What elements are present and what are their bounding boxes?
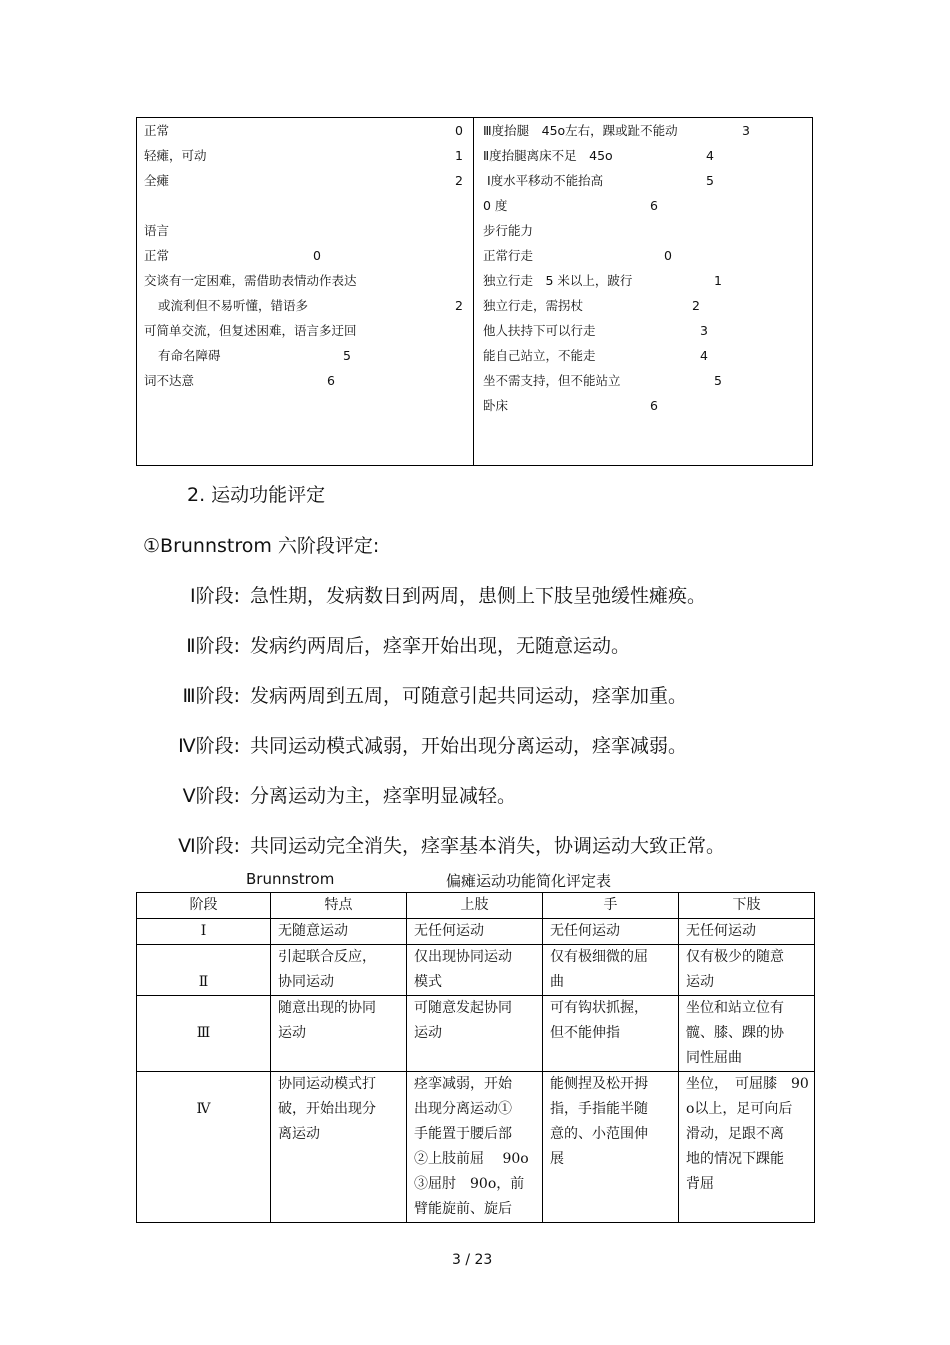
score-right-line-score: 6 [650,198,658,213]
sub-heading: ①Brunnstrom 六阶段评定: [143,535,380,557]
cell-stage: Ⅳ [137,1072,271,1223]
cell-feature-line: 无随意运动 [278,923,348,939]
stage-description: 分离运动为主，痉挛明显减轻。 [250,785,517,807]
score-table [136,117,813,466]
score-right-line-text: 能自己站立，不能走 [483,348,596,363]
score-left-line-text: 轻瘫，可动 [144,148,207,163]
stage-label: Ⅴ阶段: [182,785,240,807]
score-right-line-text: 0 度 [483,198,508,213]
cell-hand [543,919,679,945]
score-left-line-text: 语言 [144,223,170,238]
cell-lower-limb-line: 背屈 [686,1176,714,1192]
cell-feature [271,919,407,945]
cell-upper-limb-line: 运动 [414,1025,442,1041]
cell-lower-limb [679,1072,815,1223]
cell-lower-limb-line: 地的情况下踝能 [686,1151,784,1167]
header-upper-limb: 上肢 [407,893,543,919]
cell-feature [271,945,407,996]
page-number: 3 / 23 [452,1252,493,1268]
cell-lower-limb-line: o以上，足可向后 [686,1101,793,1117]
cell-upper-limb [407,945,543,996]
cell-hand [543,945,679,996]
header-hand: 手 [543,893,679,919]
cell-lower-limb-line: 运动 [686,974,714,990]
cell-upper-limb-line: 模式 [414,974,442,990]
score-left-line-text: 全瘫 [144,173,170,188]
score-right-line-score: 0 [664,248,672,263]
score-right-line-text: Ⅱ度抬腿离床不足 45o [483,148,613,163]
cell-lower-limb-line: 坐位， 可屈膝 90 [686,1076,809,1092]
score-right-line-score: 1 [714,273,722,288]
cell-upper-limb [407,919,543,945]
cell-upper-limb-line: 出现分离运动① [414,1101,512,1117]
section-heading: 2. 运动功能评定 [187,484,326,506]
score-left-line-text: 交谈有一定困难，需借助表情动作表达 [144,273,357,288]
cell-feature-line: 协同运动 [278,974,334,990]
cell-stage: Ⅰ [137,919,271,945]
brunnstrom-table [136,892,815,1223]
column-divider [473,118,474,465]
score-left-line-score: 0 [313,248,321,263]
cell-feature-line: 离运动 [278,1126,320,1142]
score-right-line-text: 卧床 [483,398,509,413]
cell-stage: Ⅱ [137,945,271,996]
cell-stage: Ⅲ [137,996,271,1072]
cell-upper-limb [407,1072,543,1223]
cell-lower-limb-line: 仅有极少的随意 [686,949,784,965]
score-left-line-text: 正常 [144,123,170,138]
score-left-line-score: 2 [455,298,463,313]
header-feature: 特点 [271,893,407,919]
table-caption-left: Brunnstrom [246,870,335,888]
score-right-line-text: Ⅰ度水平移动不能抬高 [487,173,604,188]
cell-upper-limb-line: 可随意发起协同 [414,1000,512,1016]
score-right-line-text: 正常行走 [483,248,534,263]
stage-label: Ⅲ阶段: [182,685,240,707]
stage-description: 发病约两周后，痉挛开始出现，无随意运动。 [250,635,631,657]
cell-lower-limb-line: 髋、膝、踝的协 [686,1025,784,1041]
score-right-line-score: 4 [700,348,708,363]
score-left-line-score: 0 [455,123,463,138]
stage-description: 急性期，发病数日到两周，患侧上下肢呈弛缓性瘫痪。 [250,585,707,607]
cell-feature-line: 运动 [278,1025,306,1041]
score-right-line-text: 独立行走 5 米以上，跛行 [483,273,633,288]
cell-hand [543,1072,679,1223]
cell-feature-line: 破，开始出现分 [278,1101,376,1117]
cell-lower-limb-line: 无任何运动 [686,923,756,939]
cell-upper-limb-line: 臂能旋前、旋后 [414,1201,512,1217]
score-left-line-score: 6 [327,373,335,388]
cell-upper-limb-line: 无任何运动 [414,923,484,939]
cell-lower-limb [679,996,815,1072]
score-left-line-text: 或流利但不易听懂，错语多 [158,298,309,313]
cell-lower-limb [679,919,815,945]
table-row [137,1072,815,1223]
stage-label: Ⅱ阶段: [186,635,240,657]
cell-hand-line: 指，手指能半随 [550,1101,648,1117]
cell-hand-line: 但不能伸指 [550,1025,620,1041]
stage-label: Ⅳ阶段: [178,735,240,757]
score-left-line-score: 1 [455,148,463,163]
cell-lower-limb-line: 滑动，足跟不离 [686,1126,784,1142]
score-right-line-score: 3 [742,123,750,138]
table-row [137,919,815,945]
cell-upper-limb-line: ③屈肘 90o，前 [414,1176,525,1192]
stage-description: 共同运动模式减弱，开始出现分离运动，痉挛减弱。 [250,735,688,757]
stage-label: Ⅰ阶段: [189,585,240,607]
score-left-line-score: 2 [455,173,463,188]
score-right-line-score: 5 [714,373,722,388]
cell-hand [543,996,679,1072]
cell-feature [271,996,407,1072]
header-stage: 阶段 [137,893,271,919]
cell-upper-limb [407,996,543,1072]
cell-upper-limb-line: ②上肢前屈 90o [414,1151,529,1167]
cell-hand-line: 意的、小范围伸 [550,1126,648,1142]
cell-feature-line: 随意出现的协同 [278,1000,376,1016]
stage-description: 共同运动完全消失，痉挛基本消失，协调运动大致正常。 [250,835,726,857]
cell-upper-limb-line: 痉挛减弱，开始 [414,1076,512,1092]
stage-description: 发病两周到五周，可随意引起共同运动，痉挛加重。 [250,685,688,707]
score-left-line-text: 词不达意 [144,373,195,388]
cell-feature-line: 引起联合反应， [278,949,376,965]
cell-lower-limb-line: 同性屈曲 [686,1050,742,1066]
cell-hand-line: 曲 [550,974,564,990]
score-right-line-score: 4 [706,148,714,163]
score-right-line-text: 步行能力 [483,223,534,238]
table-caption-right: 偏瘫运动功能简化评定表 [446,872,612,890]
cell-feature [271,1072,407,1223]
score-right-line-score: 3 [700,323,708,338]
score-right-line-score: 5 [706,173,714,188]
cell-upper-limb-line: 手能置于腰后部 [414,1126,512,1142]
cell-hand-line: 无任何运动 [550,923,620,939]
cell-hand-line: 可有钩状抓握， [550,1000,648,1016]
score-left-line-score: 5 [343,348,351,363]
score-left-line-text: 正常 [144,248,170,263]
cell-lower-limb-line: 坐位和站立位有 [686,1000,784,1016]
table-header-row [137,893,815,919]
score-right-line-text: 他人扶持下可以行走 [483,323,596,338]
cell-hand-line: 仅有极细微的屈 [550,949,648,965]
table-row [137,945,815,996]
score-right-line-score: 6 [650,398,658,413]
cell-feature-line: 协同运动模式打 [278,1076,376,1092]
score-right-line-text: Ⅲ度抬腿 45o左右，踝或趾不能动 [483,123,678,138]
cell-hand-line: 展 [550,1151,564,1167]
score-right-line-score: 2 [692,298,700,313]
stage-label: Ⅵ阶段: [178,835,240,857]
score-right-line-text: 坐不需支持，但不能站立 [483,373,621,388]
cell-hand-line: 能侧捏及松开拇 [550,1076,648,1092]
cell-upper-limb-line: 仅出现协同运动 [414,949,512,965]
score-right-line-text: 独立行走，需拐杖 [483,298,584,313]
score-left-line-text: 有命名障碍 [158,348,221,363]
header-lower-limb: 下肢 [679,893,815,919]
table-row [137,996,815,1072]
score-left-line-text: 可简单交流，但复述困难，语言多迂回 [144,323,357,338]
cell-lower-limb [679,945,815,996]
